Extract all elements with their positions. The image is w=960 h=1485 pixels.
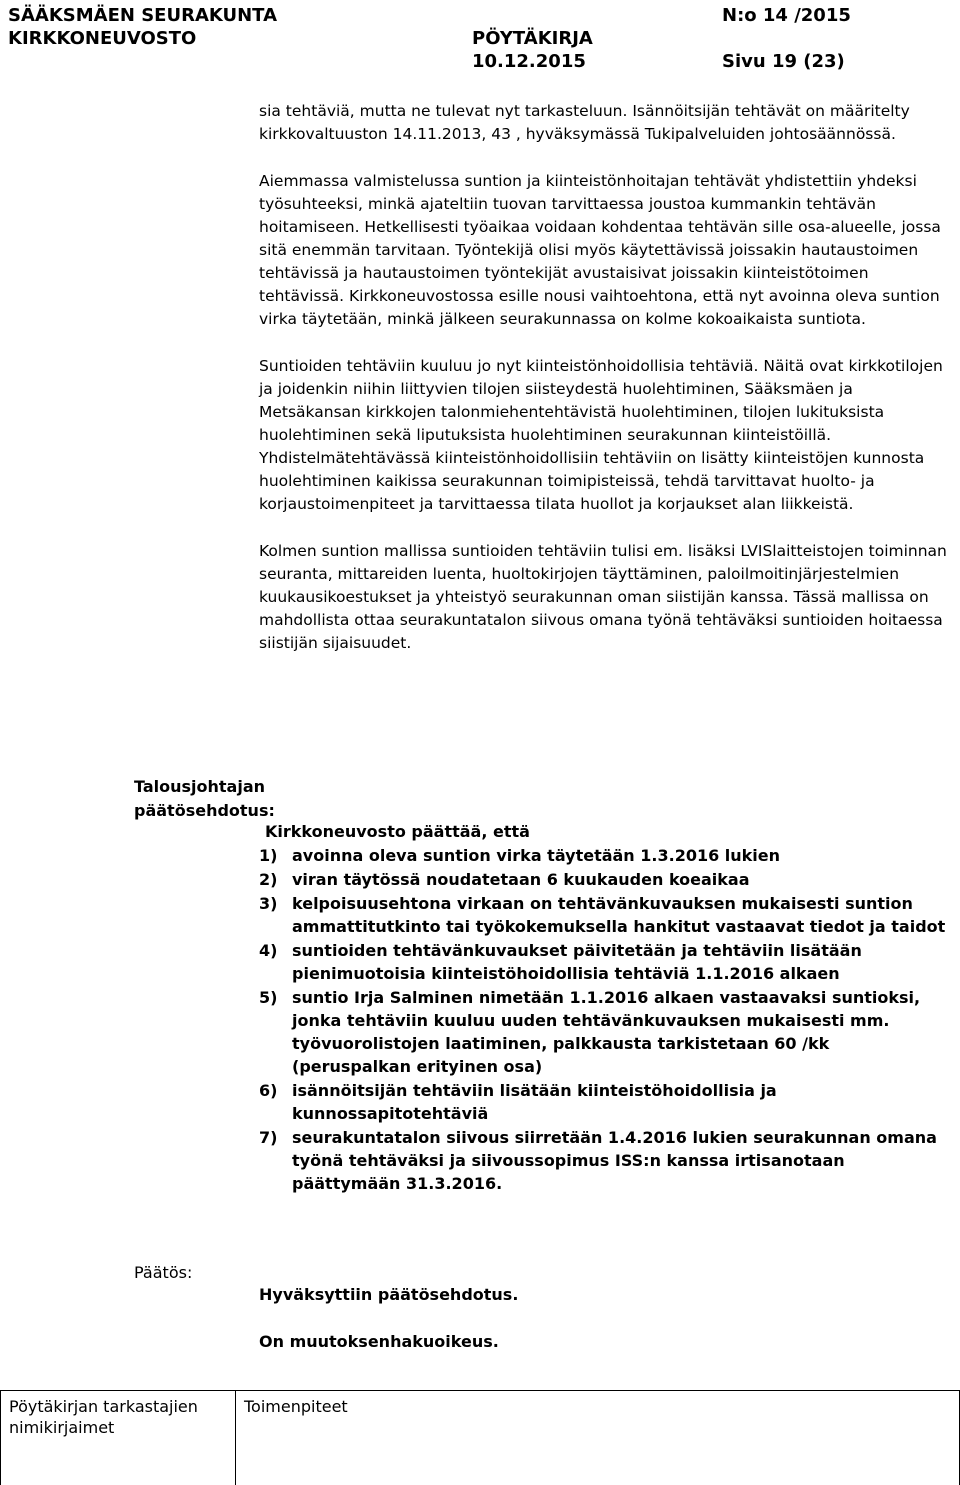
footer-table <box>0 1390 960 1485</box>
footer-actions-cell <box>236 1391 960 1485</box>
proposal-label-line1: Talousjohtajan <box>134 777 266 796</box>
item-number: 1) <box>259 846 278 865</box>
paragraph: sia tehtäviä, mutta ne tulevat nyt tarkasteluun. Isännöitsijän tehtävät on määritelty kirkkovaltuuston 14.11.2013, 43 , hyväksymässä Tukipalveluiden johtosäännössä. <box>259 102 910 143</box>
item-text: viran täytössä noudatetaan 6 kuukauden koeaikaa <box>292 870 750 889</box>
item-number: 3) <box>259 894 278 913</box>
decision-proposal <box>259 820 949 1196</box>
proposal-intro: Kirkkoneuvosto päättää, että <box>265 822 530 841</box>
proposal-label-line2: päätösehdotus: <box>134 801 275 820</box>
decision-label: Päätös: <box>134 1263 193 1282</box>
item-number: 6) <box>259 1081 278 1100</box>
item-number: 5) <box>259 988 278 1007</box>
document-date: 10.12.2015 <box>472 51 586 72</box>
item-text: isännöitsijän tehtäviin lisätään kiinteistöhoidollisia ja kunnossapitotehtäviä <box>292 1081 777 1123</box>
item-number: 4) <box>259 941 278 960</box>
item-text: suntio Irja Salminen nimetään 1.1.2016 alkaen vastaavaksi suntioksi, jonka tehtäviin kuuluu uuden tehtävänkuvauksen mukaisesti mm. työvuorolistojen laatiminen, palkkausta tarkistetaan 60 /kk (peruspalkan erityinen osa) <box>292 988 921 1076</box>
list-item <box>259 868 949 891</box>
footer-actions-label: Toimenpiteet <box>244 1397 348 1416</box>
list-item <box>259 986 949 1078</box>
proposal-label <box>134 775 275 823</box>
paragraph: Kolmen suntion mallissa suntioiden tehtäviin tulisi em. lisäksi LVISlaitteistojen toiminnan seuranta, mittareiden luenta, huoltokirjojen täyttäminen, paloilmoitinjärjestelmien kuukausikoestukset ja yhteistyö seurakunnan oman siistijän kanssa. Tässä mallissa on mahdollista ottaa seurakuntatalon siivous omana työnä tehtäväksi suntioiden hoitaessa siistijän sijaisuudet. <box>259 542 947 652</box>
item-text: avoinna oleva suntion virka täytetään 1.3.2016 lukien <box>292 846 781 865</box>
list-item <box>259 1126 949 1195</box>
item-text: suntioiden tehtävänkuvaukset päivitetään ja tehtäviin lisätään pienimuotoisia kiinteistöhoidollisia tehtäviä 1.1.2016 alkaen <box>292 941 862 983</box>
item-number: 2) <box>259 870 278 889</box>
footer-initials-cell <box>0 1391 236 1485</box>
decision-text: Hyväksyttiin päätösehdotus. <box>259 1285 519 1304</box>
organization-name: SÄÄKSMÄEN SEURAKUNTA <box>8 5 277 26</box>
paragraph: Aiemmassa valmistelussa suntion ja kiinteistönhoitajan tehtävät yhdistettiin yhdeksi työsuhteeksi, minkä ajateltiin tuovan tarvittaessa joustoa kummankin tehtävän hoitamiseen. Hetkellisesti työaikaa voidaan kohdentaa tehtävän sille osa-alueelle, jossa sitä enemmän tarvitaan. Työntekijä olisi myös käytettävissä joissakin hautaustoimen tehtävissä ja hautaustoimen työntekijät avustaisivat joissakin kiinteistötoimen tehtävissä. Kirkkoneuvostossa esille nousi vaihtoehtona, että nyt avoinna oleva suntion virka täytetään, minkä jälkeen seurakunnassa on kolme kokoaikaista suntiota. <box>259 172 941 328</box>
document-number: N:o 14 /2015 <box>722 5 851 26</box>
footer-initials-label: Pöytäkirjan tarkastajien nimikirjaimet <box>9 1397 198 1437</box>
page-number: Sivu 19 (23) <box>722 51 845 72</box>
page-header <box>0 0 960 80</box>
list-item <box>259 844 949 867</box>
paragraph: Suntioiden tehtäviin kuuluu jo nyt kiinteistönhoidollisia tehtäviä. Näitä ovat kirkkotilojen ja joidenkin niihin liittyvien tilojen siisteydestä huolehtiminen, Sääksmäen ja Metsäkansan kirkkojen talonmiehentehtävistä huolehtiminen, tilojen lukituksista huolehtiminen sekä liputuksista huolehtiminen seurakunnan kiinteistöillä. Yhdistelmätehtävässä kiinteistönhoidollisiin tehtäviin on lisätty kiinteistöjen kunnosta huolehtiminen kaikissa seurakunnan toimipisteissä, tehdä tarvittavat huolto- ja korjaustoimenpiteet ja tarvittaessa tilata huollot ja korjaukset alan liikkeistä. <box>259 357 943 513</box>
item-text: seurakuntatalon siivous siirretään 1.4.2016 lukien seurakunnan omana työnä tehtäväksi ja siivoussopimus ISS:n kanssa irtisanotaan päättymään 31.3.2016. <box>292 1128 937 1193</box>
department-name: KIRKKONEUVOSTO <box>8 28 197 49</box>
body-text <box>259 100 949 679</box>
item-number: 7) <box>259 1128 278 1147</box>
list-item <box>259 892 949 938</box>
list-item <box>259 1079 949 1125</box>
document-type: PÖYTÄKIRJA <box>472 28 593 49</box>
proposal-list <box>259 844 949 1195</box>
item-text: kelpoisuusehtona virkaan on tehtävänkuvauksen mukaisesti suntion ammattitutkinto tai työkokemuksella hankitut vastaavat tiedot ja taidot <box>292 894 946 936</box>
list-item <box>259 939 949 985</box>
appeal-text: On muutoksenhakuoikeus. <box>259 1332 499 1351</box>
